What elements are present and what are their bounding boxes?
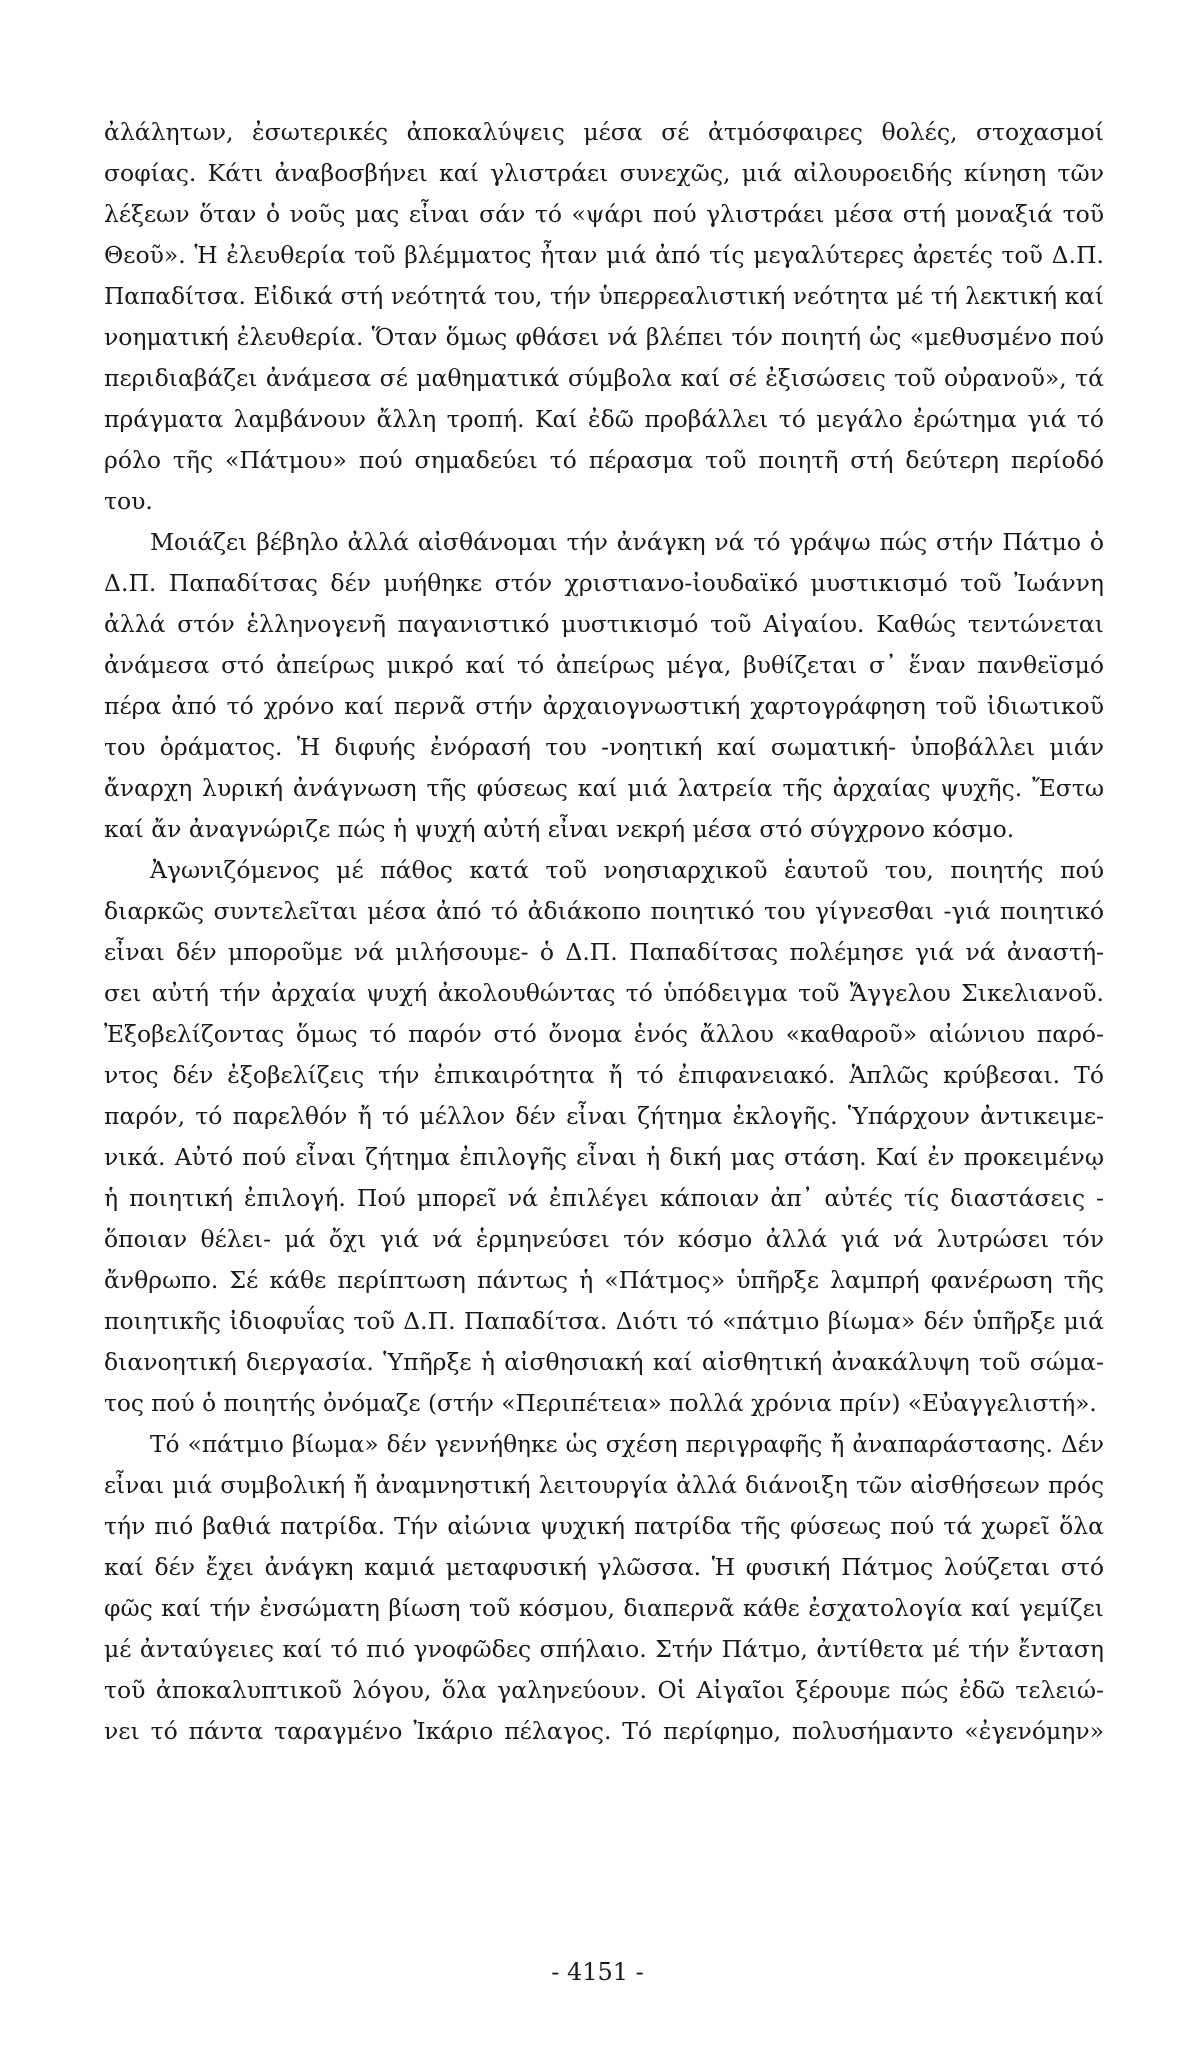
text-line: του.	[104, 487, 153, 515]
text-line: νοηματική ἐλευθερία. Ὅταν ὅμως φθάσει νά βλέπει τόν ποιητή ὡς «μεθυσμένο πού	[104, 323, 1104, 351]
text-line: τοῦ ἀποκαλυπτικοῦ λόγου, ὅλα γαληνεύουν. Οἱ Αἰγαῖοι ξέρουμε πώς ἐδῶ τελειώ-	[104, 1676, 1104, 1704]
text-line: νει τό πάντα ταραγμένο Ἰκάριο πέλαγος. Τό περίφημο, πολυσήμαντο «ἐγενόμην»	[104, 1717, 1104, 1745]
text-line: Ἐξοβελίζοντας ὅμως τό παρόν στό ὄνομα ἑνός ἄλλου «καθαροῦ» αἰώνιου παρό-	[104, 1020, 1104, 1048]
text-line: περιδιαβάζει ἀνάμεσα σέ μαθηματικά σύμβολα καί σέ ἐξισώσεις τοῦ οὐρανοῦ», τά	[104, 364, 1104, 392]
text-line: ἀλάλητων, ἐσωτερικές ἀποκαλύψεις μέσα σέ ἀτμόσφαιρες θολές, στοχασμοί	[104, 118, 1104, 146]
page-number: - 4151 -	[551, 1958, 644, 1986]
text-line: καί ἄν ἀναγνώριζε πώς ἡ ψυχή αὐτή εἶναι νεκρή μέσα στό σύγχρονο κόσμο.	[104, 815, 1015, 843]
text-line: Παπαδίτσα. Εἰδικά στή νεότητά του, τήν ὑπερρεαλιστική νεότητα μέ τή λεκτική καί	[104, 283, 1104, 310]
text-line: ἀλλά στόν ἑλληνογενῆ παγανιστικό μυστικισμό τοῦ Αἰγαίου. Καθώς τεντώνεται	[104, 610, 1104, 638]
text-line: Μοιάζει βέβηλο ἀλλά αἰσθάνομαι τήν ἀνάγκη νά τό γράψω πώς στήν Πάτμο ὁ	[150, 528, 1104, 556]
text-line: πράγματα λαμβάνουν ἄλλη τροπή. Καί ἐδῶ προβάλλει τό μεγάλο ἐρώτημα γιά τό	[104, 405, 1104, 433]
text-line: ἄναρχη λυρική ἀνάγνωση τῆς φύσεως καί μιά λατρεία τῆς ἀρχαίας ψυχῆς. Ἔστω	[104, 774, 1104, 802]
text-line: μέ ἀνταύγειες καί τό πιό γνοφῶδες σπήλαιο. Στήν Πάτμο, ἀντίθετα μέ τήν ἔνταση	[104, 1635, 1104, 1663]
text-line: Ἀγωνιζόμενος μέ πάθος κατά τοῦ νοησιαρχικοῦ ἑαυτοῦ του, ποιητής πού	[150, 856, 1104, 884]
text-line: Δ.Π. Παπαδίτσας δέν μυήθηκε στόν χριστιανο-ἰουδαϊκό μυστικισμό τοῦ Ἰωάννη	[104, 569, 1104, 597]
text-line: Θεοῦ». Ἡ ἐλευθερία τοῦ βλέμματος ἦταν μιά ἀπό τίς μεγαλύτερες ἀρετές τοῦ Δ.Π.	[104, 241, 1104, 269]
text-line: λέξεων ὅταν ὁ νοῦς μας εἶναι σάν τό «ψάρι πού γλιστράει μέσα στή μοναξιά τοῦ	[104, 200, 1104, 228]
text-line: ντος δέν ἐξοβελίζεις τήν ἐπικαιρότητα ἤ τό ἐπιφανειακό. Ἁπλῶς κρύβεσαι. Τό	[104, 1061, 1104, 1089]
text-line: νικά. Αὐτό πού εἶναι ζήτημα ἐπιλογῆς εἶναι ἡ δική μας στάση. Καί ἐν προκειμένῳ	[104, 1143, 1104, 1171]
text-line: εἶναι δέν μποροῦμε νά μιλήσουμε- ὁ Δ.Π. Παπαδίτσας πολέμησε γιά νά ἀναστή-	[104, 938, 1104, 966]
text-line: τήν πιό βαθιά πατρίδα. Τήν αἰώνια ψυχική πατρίδα τῆς φύσεως πού τά χωρεῖ ὅλα	[104, 1512, 1104, 1540]
body-text	[104, 112, 1104, 1752]
text-line: ποιητικῆς ἰδιοφυΐας τοῦ Δ.Π. Παπαδίτσα. Διότι τό «πάτμιο βίωμα» δέν ὑπῆρξε μιά	[104, 1307, 1104, 1335]
text-line: παρόν, τό παρελθόν ἤ τό μέλλον δέν εἶναι ζήτημα ἐκλογῆς. Ὑπάρχουν ἀντικειμε-	[104, 1102, 1104, 1130]
text-line: φῶς καί τήν ἐνσώματη βίωση τοῦ κόσμου, διαπερνᾶ κάθε ἐσχατολογία καί γεμίζει	[104, 1594, 1104, 1622]
text-line: ἡ ποιητική ἐπιλογή. Πού μπορεῖ νά ἐπιλέγει κάποιαν ἀπ᾽ αὐτές τίς διαστάσεις -	[104, 1184, 1104, 1212]
text-line: καί δέν ἔχει ἀνάγκη καμιά μεταφυσική γλῶσσα. Ἡ φυσική Πάτμος λούζεται στό	[104, 1553, 1104, 1581]
text-line: Τό «πάτμιο βίωμα» δέν γεννήθηκε ὡς σχέση περιγραφῆς ἤ ἀναπαράστασης. Δέν	[150, 1431, 1104, 1458]
text-line: τος πού ὁ ποιητής ὀνόμαζε (στήν «Περιπέτεια» πολλά χρόνια πρίν) «Εὐαγγελιστή».	[104, 1390, 1097, 1417]
text-line: διαρκῶς συντελεῖται μέσα ἀπό τό ἀδιάκοπο ποιητικό του γίγνεσθαι -γιά ποιητικό	[104, 897, 1104, 925]
text-line: σει αὐτή τήν ἀρχαία ψυχή ἀκολουθώντας τό ὑπόδειγμα τοῦ Ἄγγελου Σικελιανοῦ.	[104, 979, 1104, 1007]
text-line: του ὁράματος. Ἡ διφυής ἐνόρασή του -νοητική καί σωματική- ὑποβάλλει μιάν	[104, 733, 1104, 761]
text-line: διανοητική διεργασία. Ὑπῆρξε ἡ αἰσθησιακή καί αἰσθητική ἀνακάλυψη τοῦ σώμα-	[104, 1348, 1104, 1376]
text-line: ἄνθρωπο. Σέ κάθε περίπτωση πάντως ἡ «Πάτμος» ὑπῆρξε λαμπρή φανέρωση τῆς	[104, 1266, 1104, 1294]
text-line: σοφίας. Κάτι ἀναβοσβήνει καί γλιστράει συνεχῶς, μιά αἰλουροειδής κίνηση τῶν	[104, 159, 1104, 187]
text-line: εἶναι μιά συμβολική ἤ ἀναμνηστική λειτουργία ἀλλά διάνοιξη τῶν αἰσθήσεων πρός	[104, 1472, 1104, 1499]
text-line: ὅποιαν θέλει- μά ὄχι γιά νά ἑρμηνεύσει τόν κόσμο ἀλλά γιά νά λυτρώσει τόν	[104, 1225, 1104, 1253]
text-line: ἀνάμεσα στό ἀπείρως μικρό καί τό ἀπείρως μέγα, βυθίζεται σ᾽ ἕναν πανθεϊσμό	[104, 651, 1104, 679]
text-line: πέρα ἀπό τό χρόνο καί περνᾶ στήν ἀρχαιογνωστική χαρτογράφηση τοῦ ἰδιωτικοῦ	[104, 692, 1104, 720]
text-line: ρόλο τῆς «Πάτμου» πού σημαδεύει τό πέρασμα τοῦ ποιητῆ στή δεύτερη περίοδό	[104, 446, 1104, 474]
